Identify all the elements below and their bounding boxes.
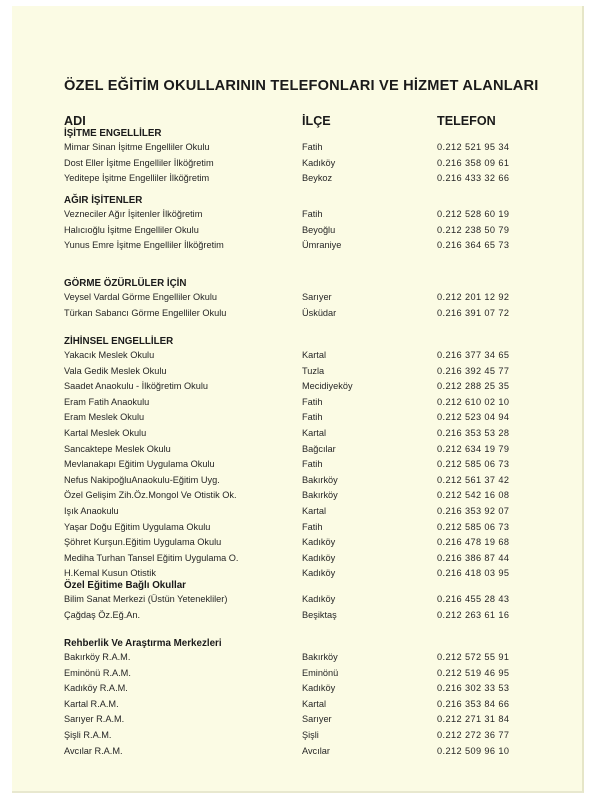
list-item [0, 681, 600, 695]
list-item [0, 364, 600, 378]
list-item [0, 290, 600, 304]
document-title: ÖZEL EĞİTİM OKULLARININ TELEFONLARI VE HİZMET ALANLARI [64, 78, 539, 94]
district-name: Kadıköy [302, 594, 336, 604]
phone-number: 0.216 353 92 07 [437, 506, 510, 516]
school-name: H.Kemal Kusun Otistik [64, 568, 156, 579]
district-name: Beykoz [302, 173, 333, 184]
list-item [0, 712, 600, 726]
phone-number: 0.212 288 25 35 [437, 381, 510, 392]
section-heading: İŞİTME ENGELLİLER [64, 128, 162, 139]
district-name: Avcılar [302, 745, 330, 756]
phone-number: 0.216 386 87 44 [437, 552, 510, 563]
list-item [0, 697, 600, 711]
list-item [0, 171, 600, 185]
district-name: Bağcılar [302, 443, 336, 454]
school-name: Şişli R.A.M. [64, 730, 112, 740]
phone-number: 0.212 585 06 73 [437, 521, 510, 532]
district-name: Bakırköy [302, 652, 338, 662]
school-name: Eram Fatih Anaokulu [64, 396, 150, 407]
list-item [0, 728, 600, 742]
list-item [0, 551, 600, 565]
school-name: Veysel Vardal Görme Engelliler Okulu [64, 292, 218, 302]
phone-number: 0.216 433 32 66 [437, 173, 510, 184]
school-name: Halıcıoğlu İşitme Engelliler Okulu [64, 224, 199, 235]
list-item [0, 348, 600, 362]
list-item [0, 395, 600, 409]
school-name: Sancaktepe Meslek Okulu [64, 443, 171, 454]
phone-number: 0.212 542 16 08 [437, 490, 510, 501]
phone-number: 0.216 391 07 72 [437, 307, 510, 318]
phone-number: 0.212 523 04 94 [437, 412, 510, 423]
school-name: Işık Anaokulu [64, 506, 119, 516]
school-name: Avcılar R.A.M. [64, 745, 123, 756]
phone-number: 0.212 610 02 10 [437, 396, 510, 407]
list-item [0, 207, 600, 221]
district-name: Fatih [302, 209, 323, 219]
district-name: Kadıköy [302, 683, 336, 694]
phone-number: 0.212 272 36 77 [437, 730, 510, 740]
list-item [0, 520, 600, 534]
list-item [0, 566, 600, 580]
phone-number: 0.216 302 33 53 [437, 683, 510, 694]
phone-number: 0.212 519 46 95 [437, 667, 510, 678]
district-name: Eminönü [302, 667, 339, 678]
phone-number: 0.216 392 45 77 [437, 365, 510, 376]
school-name: Çağdaş Öz.Eğ.An. [64, 609, 141, 620]
list-item [0, 488, 600, 502]
phone-number: 0.212 509 96 10 [437, 745, 510, 756]
district-name: Beyoğlu [302, 224, 336, 235]
list-item [0, 473, 600, 487]
school-name: Sarıyer R.A.M. [64, 714, 125, 725]
school-name: Eram Meslek Okulu [64, 412, 145, 423]
school-name: Yeditepe İşitme Engelliler İlköğretim [64, 173, 210, 184]
phone-number: 0.212 585 06 73 [437, 459, 510, 470]
phone-number: 0.216 358 09 61 [437, 157, 510, 168]
list-item [0, 306, 600, 320]
phone-number: 0.212 528 60 19 [437, 209, 510, 219]
list-item [0, 442, 600, 456]
district-name: Bakırköy [302, 490, 338, 501]
list-item [0, 666, 600, 680]
list-item [0, 410, 600, 424]
section-heading: Rehberlik Ve Araştırma Merkezleri [64, 638, 222, 649]
list-item [0, 238, 600, 252]
section-heading: GÖRME ÖZÜRLÜLER İÇİN [64, 278, 187, 289]
phone-number: 0.216 478 19 68 [437, 537, 510, 548]
school-name: Kartal Meslek Okulu [64, 428, 147, 438]
phone-number: 0.216 455 28 43 [437, 594, 510, 604]
district-name: Kartal [302, 350, 327, 360]
district-name: Fatih [302, 459, 323, 470]
school-name: Vezneciler Ağır İşitenler İlköğretim [64, 209, 203, 219]
district-name: Kartal [302, 698, 327, 709]
school-name: Vala Gedik Meslek Okulu [64, 365, 167, 376]
school-name: Yaşar Doğu Eğitim Uygulama Okulu [64, 521, 211, 532]
district-name: Fatih [302, 412, 323, 423]
school-name: Dost Eller İşitme Engelliler İlköğretim [64, 157, 214, 168]
list-item [0, 426, 600, 440]
district-name: Kadıköy [302, 568, 336, 579]
phone-number: 0.212 238 50 79 [437, 224, 510, 235]
section-heading: ZİHİNSEL ENGELLİLER [64, 336, 174, 347]
list-item [0, 140, 600, 154]
school-name: Kartal R.A.M. [64, 698, 119, 709]
school-name: Bakırköy R.A.M. [64, 652, 131, 662]
school-name: Kadıköy R.A.M. [64, 683, 128, 694]
list-item [0, 504, 600, 518]
list-item [0, 535, 600, 549]
list-item [0, 457, 600, 471]
phone-number: 0.216 364 65 73 [437, 240, 510, 251]
district-name: Beşiktaş [302, 609, 337, 620]
section-heading: AĞIR İŞİTENLER [64, 195, 143, 206]
school-name: Özel Gelişim Zih.Öz.Mongol Ve Otistik Ok. [64, 490, 237, 501]
phone-number: 0.212 561 37 42 [437, 474, 510, 485]
district-name: Kadıköy [302, 552, 336, 563]
list-item [0, 650, 600, 664]
school-name: Bilim Sanat Merkezi (Üstün Yetenekliler) [64, 594, 228, 604]
phone-number: 0.212 521 95 34 [437, 142, 510, 152]
phone-number: 0.216 418 03 95 [437, 568, 510, 579]
list-item [0, 223, 600, 237]
school-name: Mediha Turhan Tansel Eğitim Uygulama O. [64, 552, 239, 563]
school-name: Şöhret Kurşun.Eğitim Uygulama Okulu [64, 537, 222, 548]
phone-number: 0.212 634 19 79 [437, 443, 510, 454]
district-name: Bakırköy [302, 474, 338, 485]
school-name: Mevlanakapı Eğitim Uygulama Okulu [64, 459, 215, 470]
school-name: Türkan Sabancı Görme Engelliler Okulu [64, 307, 227, 318]
district-name: Sarıyer [302, 292, 332, 302]
list-item [0, 744, 600, 758]
district-name: Tuzla [302, 365, 325, 376]
list-item [0, 592, 600, 606]
phone-number: 0.212 271 31 84 [437, 714, 510, 725]
school-name: Saadet Anaokulu - İlköğretim Okulu [64, 381, 209, 392]
list-item [0, 379, 600, 393]
district-name: Kadıköy [302, 537, 336, 548]
phone-number: 0.216 377 34 65 [437, 350, 510, 360]
district-name: Fatih [302, 521, 323, 532]
list-item [0, 156, 600, 170]
phone-number: 0.212 572 55 91 [437, 652, 510, 662]
column-header-name: ADI [64, 114, 86, 128]
district-name: Kartal [302, 428, 327, 438]
district-name: Sarıyer [302, 714, 332, 725]
column-header-phone: TELEFON [437, 114, 496, 128]
section-heading: Özel Eğitime Bağlı Okullar [64, 580, 186, 591]
school-name: Yunus Emre İşitme Engelliler İlköğretim [64, 240, 224, 251]
school-name: Eminönü R.A.M. [64, 667, 131, 678]
column-header-district: İLÇE [302, 114, 331, 128]
phone-number: 0.216 353 84 66 [437, 698, 510, 709]
phone-number: 0.212 201 12 92 [437, 292, 510, 302]
school-name: Mimar Sinan İşitme Engelliler Okulu [64, 142, 210, 152]
district-name: Üsküdar [302, 307, 337, 318]
list-item [0, 608, 600, 622]
district-name: Mecidiyeköy [302, 381, 353, 392]
school-name: Yakacık Meslek Okulu [64, 350, 155, 360]
phone-number: 0.216 353 53 28 [437, 428, 510, 438]
district-name: Fatih [302, 396, 323, 407]
district-name: Fatih [302, 142, 323, 152]
district-name: Ümraniye [302, 240, 342, 251]
phone-number: 0.212 263 61 16 [437, 609, 510, 620]
district-name: Kartal [302, 506, 327, 516]
district-name: Kadıköy [302, 157, 336, 168]
school-name: Nefus NakipoğluAnaokulu-Eğitim Uyg. [64, 474, 220, 485]
district-name: Şişli [302, 730, 319, 740]
